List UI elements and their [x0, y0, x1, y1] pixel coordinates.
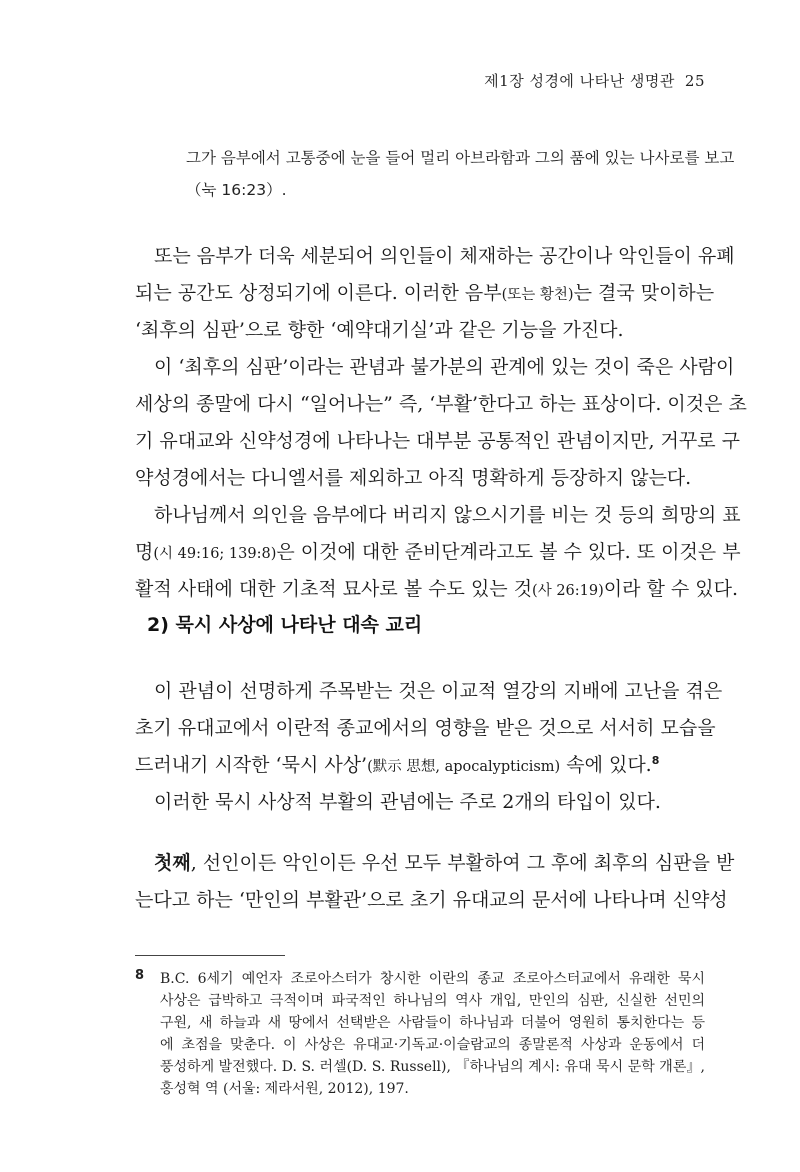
footnote-number: 8 [135, 968, 145, 983]
paragraph-line: 초기 유대교에서 이란적 종교에서의 영향을 받은 것으로 서서히 모습을 [135, 717, 716, 739]
footnote-line: 구원, 새 하늘과 새 땅에서 선택받은 사람들이 하나님과 더불어 영원히 통치한다는 등 [160, 1015, 705, 1031]
paragraph-line: 명(시 49:16; 139:8)은 이것에 대한 준비단계라고도 볼 수 있다. 또 이것은 부 [135, 541, 741, 563]
paragraph-line: 이 관념이 선명하게 주목받는 것은 이교적 열강의 지배에 고난을 겪은 [154, 680, 723, 702]
paragraph-line: 는다고 하는 ‘만인의 부활관’으로 초기 유대교의 문서에 나타나며 신약성 [135, 889, 728, 911]
paragraph-line: 이 ‘최후의 심판’이라는 관념과 불가분의 관계에 있는 것이 죽은 사람이 [154, 356, 735, 378]
emphasis-first: 첫째 [154, 852, 191, 874]
paragraph-line: 기 유대교와 신약성경에 나타나는 대부분 공통적인 관념이지만, 거꾸로 구 [135, 430, 740, 452]
quote-citation: （눅 16:23）. [186, 181, 287, 199]
section-heading: 2) 묵시 사상에 나타난 대속 교리 [147, 614, 423, 636]
paragraph-line: 활적 사태에 대한 기초적 묘사로 볼 수도 있는 것(사 26:19)이라 할 수 있다. [135, 578, 739, 600]
paragraph-line: 이러한 묵시 사상적 부활의 관념에는 주로 2개의 타입이 있다. [154, 791, 661, 813]
footnote-line: 홍성혁 역 (서울: 제라서원, 2012), 197. [160, 1081, 409, 1097]
footnote-line: 사상은 급박하고 극적이며 파국적인 하나님의 역사 개입, 만인의 심판, 신실한 선민의 [160, 993, 705, 1009]
running-title: 제1장 성경에 나타난 생명관 [484, 72, 675, 90]
paragraph-line: 하나님께서 의인을 음부에다 버리지 않으시기를 비는 것 등의 희망의 표 [154, 504, 741, 526]
footnote-reference[interactable]: 8 [651, 754, 660, 767]
footnote-divider [135, 955, 285, 956]
paragraph-line: 첫째, 선인이든 악인이든 우선 모두 부활하여 그 후에 최후의 심판을 받 [154, 852, 735, 874]
paragraph-line: 또는 음부가 더욱 세분되어 의인들이 체재하는 공간이나 악인들이 유폐 [154, 245, 735, 267]
paragraph-line: 약성경에서는 다니엘서를 제외하고 아직 명확하게 등장하지 않는다. [135, 467, 692, 489]
running-head [484, 70, 705, 91]
paragraph-line: ‘최후의 심판’으로 향한 ‘예약대기실’과 같은 기능을 가진다. [135, 319, 624, 341]
paragraph-line: 세상의 종말에 다시 “일어나는” 즉, ‘부활’한다고 하는 표상이다. 이것은 초 [135, 393, 747, 415]
footnote-line: 에 초점을 맞춘다. 이 사상은 유대교·기독교·이슬람교의 종말론적 사상과 운동에서 더 [160, 1037, 705, 1053]
paragraph-line: 드러내기 시작한 ‘묵시 사상’(默示 思想, apocalypticism) 속에 있다.$^8$ [135, 754, 660, 776]
paragraph-line: 되는 공간도 상정되기에 이른다. 이러한 음부(또는 황천)는 결국 맞이하는 [135, 282, 715, 304]
quote-line: 그가 음부에서 고통중에 눈을 들어 멀리 아브라함과 그의 품에 있는 나사로를 보고 [186, 149, 735, 167]
footnote-line: 풍성하게 발전했다. D. S. 러셀(D. S. Russell), 『하나님의 계시: 유대 묵시 문학 개론』, [160, 1059, 705, 1075]
page-number: 25 [684, 72, 705, 90]
footnote-line: B.C. 6세기 예언자 조로아스터가 창시한 이란의 종교 조로아스터교에서 유래한 묵시 [160, 971, 705, 987]
